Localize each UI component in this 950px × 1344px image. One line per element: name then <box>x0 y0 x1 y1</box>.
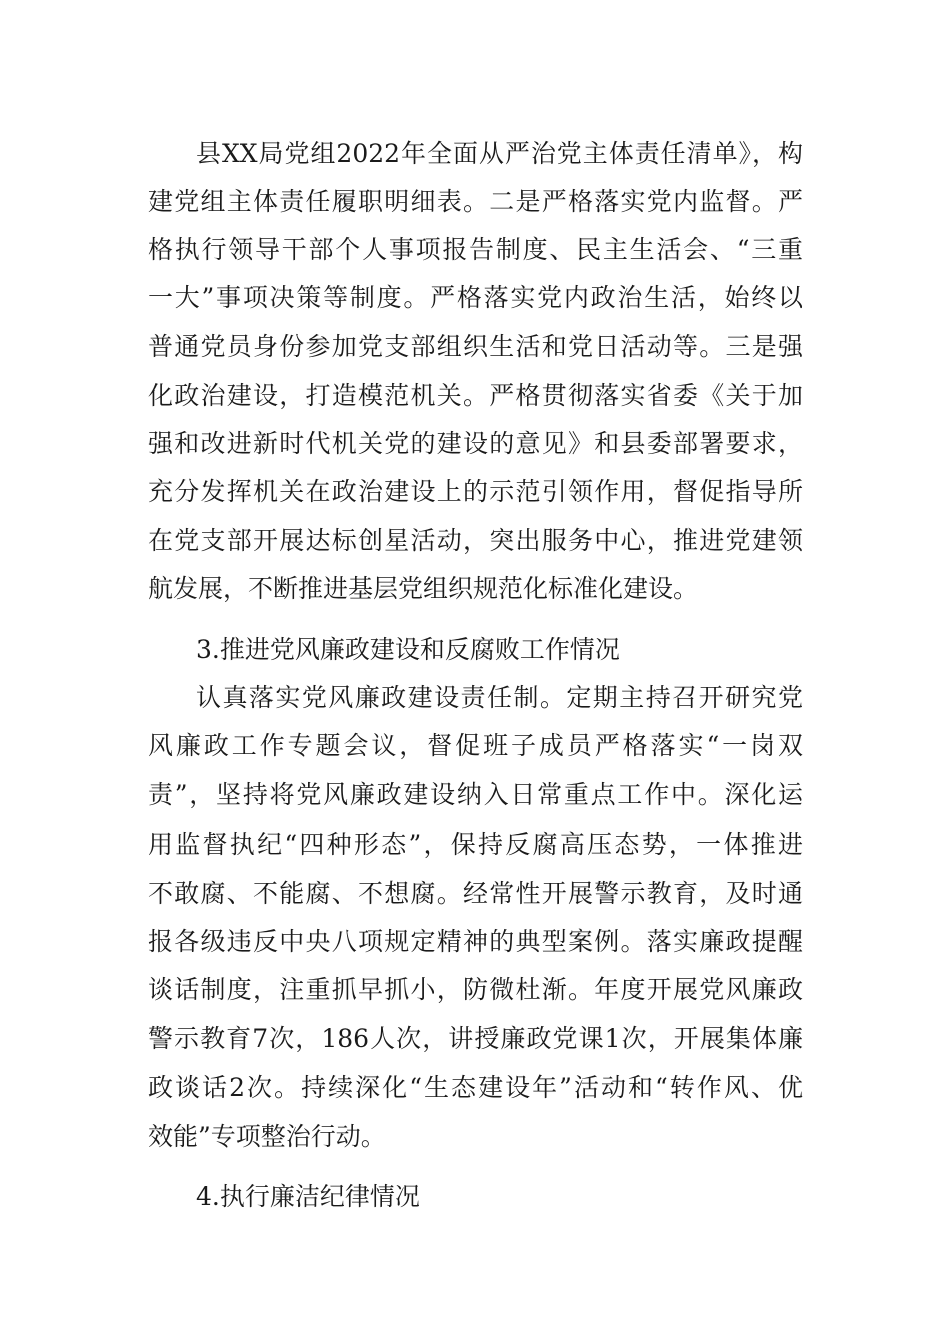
paragraph-2-line-10: 效能”专项整治行动。 <box>148 1122 386 1151</box>
paragraph-2-line-1: 认真落实党风廉政建设责任制。定期主持召开研究党 <box>196 683 803 712</box>
paragraph-2-line-5: 不敢腐、不能腐、不想腐。经常性开展警示教育，及时通 <box>148 879 803 908</box>
paragraph-1-line-1: 县XX局党组2022年全面从严治党主体责任清单》，构 <box>196 139 803 168</box>
paragraph-1-line-9: 在党支部开展达标创星活动，突出服务中心，推进党建领 <box>148 526 803 555</box>
section-heading-4: 4.执行廉洁纪律情况 <box>196 1182 420 1211</box>
paragraph-2-line-8: 警示教育7次，186人次，讲授廉政党课1次，开展集体廉 <box>148 1024 803 1053</box>
paragraph-1-line-6: 化政治建设，打造模范机关。严格贯彻落实省委《关于加 <box>148 381 803 410</box>
paragraph-2-line-9: 政谈话2次。持续深化“生态建设年”活动和“转作风、优 <box>148 1073 803 1102</box>
paragraph-2-line-2: 风廉政工作专题会议，督促班子成员严格落实“一岗双 <box>148 731 803 760</box>
paragraph-1-line-7: 强和改进新时代机关党的建设的意见》和县委部署要求， <box>148 429 803 458</box>
paragraph-1-line-10: 航发展，不断推进基层党组织规范化标准化建设。 <box>148 574 699 603</box>
paragraph-2-line-7: 谈话制度，注重抓早抓小，防微杜渐。年度开展党风廉政 <box>148 975 803 1004</box>
paragraph-1-line-5: 普通党员身份参加党支部组织生活和党日活动等。三是强 <box>148 332 803 361</box>
paragraph-1-line-2: 建党组主体责任履职明细表。二是严格落实党内监督。严 <box>148 187 803 216</box>
paragraph-2-line-3: 责”，坚持将党风廉政建设纳入日常重点工作中。深化运 <box>148 780 803 809</box>
paragraph-1-line-4: 一大”事项决策等制度。严格落实党内政治生活，始终以 <box>148 283 803 312</box>
paragraph-1-line-8: 充分发挥机关在政治建设上的示范引领作用，督促指导所 <box>148 477 803 506</box>
paragraph-2-line-6: 报各级违反中央八项规定精神的典型案例。落实廉政提醒 <box>148 927 803 956</box>
section-heading-3: 3.推进党风廉政建设和反腐败工作情况 <box>196 635 620 664</box>
paragraph-1-line-3: 格执行领导干部个人事项报告制度、民主生活会、“三重 <box>148 235 803 264</box>
paragraph-2-line-4: 用监督执纪“四种形态”，保持反腐高压态势，一体推进 <box>148 830 803 859</box>
